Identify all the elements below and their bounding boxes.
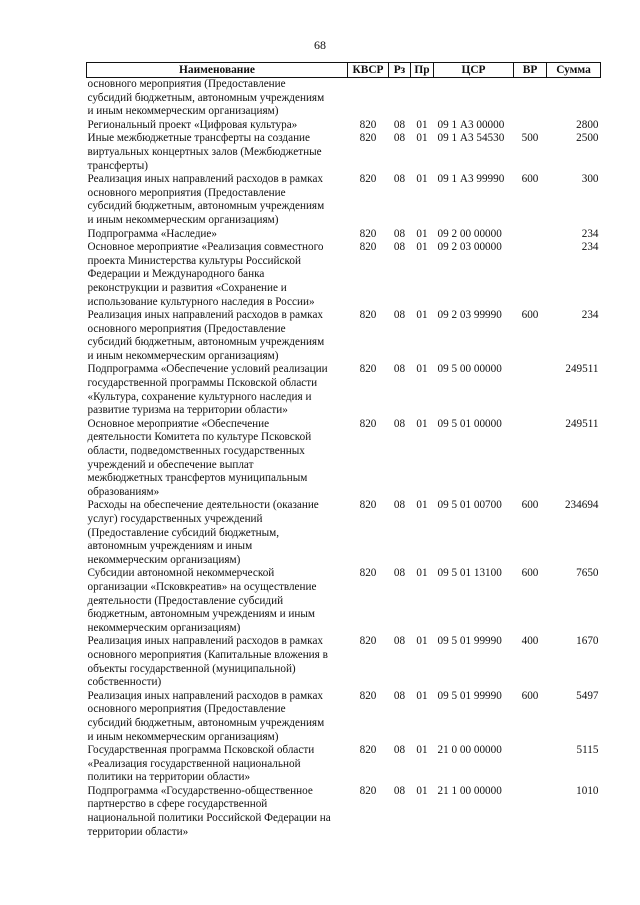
table-row bbox=[87, 132, 601, 173]
row-vr bbox=[514, 119, 547, 133]
row-pr: 01 bbox=[416, 417, 428, 430]
row-kvsr: 820 bbox=[359, 567, 377, 580]
row-name-line: государственной программы Псковской области bbox=[87, 377, 318, 390]
row-pr: 01 bbox=[416, 309, 428, 322]
row-kvsr: 820 bbox=[359, 173, 377, 186]
row-csr: 09 1 А3 99990 bbox=[437, 173, 505, 186]
table-row bbox=[87, 309, 601, 363]
row-kvsr: 820 bbox=[359, 118, 377, 131]
page-number: 68 bbox=[314, 38, 326, 52]
row-csr: 09 5 01 99990 bbox=[437, 635, 502, 648]
row-amount: 249511 bbox=[565, 363, 599, 376]
row-name bbox=[87, 132, 348, 173]
row-amount: 234 bbox=[581, 241, 599, 254]
table-row bbox=[87, 363, 601, 417]
row-rz: 08 bbox=[393, 567, 406, 580]
row-name bbox=[87, 119, 348, 133]
row-csr: 21 0 00 00000 bbox=[437, 744, 502, 757]
row-name bbox=[87, 309, 348, 363]
header-kvsr: КВСР bbox=[348, 63, 389, 78]
row-name bbox=[87, 78, 348, 119]
row-name-line: деятельности Комитета по культуре Псковской bbox=[87, 431, 312, 444]
row-csr: 09 2 03 00000 bbox=[437, 241, 502, 254]
row-name-line: (Предоставление субсидий бюджетным, bbox=[87, 526, 280, 539]
row-name-line: политики на территории области» bbox=[87, 771, 251, 784]
row-pr: 01 bbox=[416, 689, 428, 702]
row-csr: 09 5 00 00000 bbox=[437, 363, 502, 376]
row-vr bbox=[514, 228, 547, 242]
row-vr: 600 bbox=[521, 499, 539, 512]
table-row bbox=[87, 119, 601, 133]
row-kvsr: 820 bbox=[359, 499, 377, 512]
row-name bbox=[87, 228, 348, 242]
row-csr: 09 2 00 00000 bbox=[437, 227, 502, 240]
row-name-line: некоммерческим организациям) bbox=[87, 621, 241, 634]
row-vr: 500 bbox=[521, 132, 539, 145]
row-name-line: субсидий бюджетным, автономным учреждениям bbox=[87, 91, 325, 104]
row-name-line: Основное мероприятие «Реализация совместного bbox=[87, 241, 324, 254]
row-name-line: Расходы на обеспечение деятельности (оказание bbox=[87, 499, 319, 512]
header-amount: Сумма bbox=[547, 63, 601, 78]
row-name bbox=[87, 567, 348, 635]
row-amount: 234 bbox=[581, 309, 599, 322]
row-name-line: межбюджетных трансфертов муниципальным bbox=[87, 472, 308, 485]
row-name-line: территории области» bbox=[87, 825, 189, 838]
row-vr bbox=[514, 418, 547, 500]
row-csr: 09 5 01 00700 bbox=[437, 499, 502, 512]
row-name-line: бюджетным, автономным учреждениям и иным bbox=[87, 608, 315, 621]
row-vr bbox=[514, 785, 547, 839]
row-amount: 1010 bbox=[576, 784, 599, 797]
row-pr: 01 bbox=[416, 118, 428, 131]
row-pr: 01 bbox=[416, 567, 428, 580]
row-name bbox=[87, 785, 348, 839]
row-name-line: образованиям» bbox=[87, 485, 160, 498]
row-name-line: деятельности (Предоставление субсидий bbox=[87, 594, 284, 607]
row-csr: 09 5 01 99990 bbox=[437, 689, 502, 702]
row-name-line: развитие туризма на территории области» bbox=[87, 404, 288, 417]
row-csr: 09 5 01 00000 bbox=[437, 417, 502, 430]
row-name bbox=[87, 363, 348, 417]
row-name-line: Субсидии автономной некоммерческой bbox=[87, 567, 275, 580]
row-rz: 08 bbox=[393, 784, 406, 797]
row-name-line: «Культура, сохранение культурного наследия и bbox=[87, 390, 312, 403]
row-rz: 08 bbox=[393, 744, 406, 757]
row-name-line: организации «Псковкреатив» на осуществление bbox=[87, 580, 317, 593]
row-name bbox=[87, 418, 348, 500]
row-csr: 21 1 00 00000 bbox=[437, 784, 502, 797]
row-pr: 01 bbox=[416, 499, 428, 512]
row-name-line: объекты государственной (муниципальной) bbox=[87, 662, 296, 675]
row-rz: 08 bbox=[393, 241, 406, 254]
row-name-line: реконструкции и развития «Сохранение и bbox=[87, 281, 287, 294]
header-vr: ВР bbox=[514, 63, 547, 78]
row-rz: 08 bbox=[393, 499, 406, 512]
row-rz: 08 bbox=[393, 309, 406, 322]
row-name bbox=[87, 690, 348, 744]
row-name-line: основного мероприятия (Предоставление bbox=[87, 78, 286, 90]
row-kvsr: 820 bbox=[359, 744, 377, 757]
row-name-line: Реализация иных направлений расходов в рамках bbox=[87, 173, 324, 186]
row-vr bbox=[514, 363, 547, 417]
row-csr: 09 1 А3 00000 bbox=[437, 118, 505, 131]
row-vr bbox=[514, 78, 547, 119]
row-name-line: субсидий бюджетным, автономным учреждениям bbox=[87, 200, 325, 213]
row-name bbox=[87, 499, 348, 567]
table-row bbox=[87, 690, 601, 744]
row-kvsr: 820 bbox=[359, 635, 377, 648]
row-amount: 2800 bbox=[576, 118, 599, 131]
row-name-line: собственности) bbox=[87, 676, 162, 689]
row-rz: 08 bbox=[393, 417, 406, 430]
row-name-line: субсидий бюджетным, автономным учреждениям bbox=[87, 336, 325, 349]
row-vr: 600 bbox=[521, 309, 539, 322]
row-kvsr: 820 bbox=[359, 227, 377, 240]
row-amount bbox=[547, 78, 601, 119]
header-pr: Пр bbox=[411, 63, 434, 78]
header-csr: ЦСР bbox=[434, 63, 514, 78]
row-name-line: и иным некоммерческим организациям) bbox=[87, 213, 279, 226]
row-vr: 600 bbox=[521, 173, 539, 186]
budget-table bbox=[86, 62, 601, 839]
row-name-line: и иным некоммерческим организациям) bbox=[87, 349, 279, 362]
row-name-line: услуг) государственных учреждений bbox=[87, 513, 263, 525]
row-csr bbox=[434, 78, 514, 119]
row-vr bbox=[514, 744, 547, 785]
row-pr bbox=[411, 78, 434, 119]
row-pr: 01 bbox=[416, 363, 428, 376]
row-name-line: автономным учреждениям и иным bbox=[87, 540, 253, 553]
row-amount: 300 bbox=[581, 173, 599, 186]
row-name-line: Федерации и Международного банка bbox=[87, 268, 265, 281]
table-row bbox=[87, 635, 601, 689]
row-kvsr bbox=[348, 78, 389, 119]
row-kvsr: 820 bbox=[359, 132, 377, 145]
row-name-line: виртуальных концертных залов (Межбюджетные bbox=[87, 145, 322, 158]
table-row bbox=[87, 785, 601, 839]
table-row bbox=[87, 241, 601, 309]
row-amount: 234694 bbox=[564, 499, 599, 512]
row-name-line: области, подведомственных государственных bbox=[87, 445, 305, 458]
row-vr: 400 bbox=[521, 635, 539, 648]
row-vr bbox=[514, 241, 547, 309]
row-csr: 09 1 А3 54530 bbox=[437, 132, 505, 145]
row-name-line: «Реализация государственной национальной bbox=[87, 757, 301, 770]
row-rz: 08 bbox=[393, 227, 406, 240]
table-row bbox=[87, 567, 601, 635]
table-row bbox=[87, 173, 601, 227]
row-amount: 249511 bbox=[565, 417, 599, 430]
table-header-row bbox=[87, 63, 601, 78]
row-kvsr: 820 bbox=[359, 784, 377, 797]
row-amount: 5497 bbox=[576, 689, 599, 702]
row-pr: 01 bbox=[416, 173, 428, 186]
row-kvsr: 820 bbox=[359, 417, 377, 430]
row-pr: 01 bbox=[416, 227, 428, 240]
row-pr: 01 bbox=[416, 784, 428, 797]
row-kvsr: 820 bbox=[359, 363, 377, 376]
row-name-line: проекта Министерства культуры Российской bbox=[87, 254, 301, 267]
row-name-line: основного мероприятия (Предоставление bbox=[87, 703, 286, 716]
row-name-line: Реализация иных направлений расходов в рамках bbox=[87, 689, 324, 702]
row-rz bbox=[389, 78, 411, 119]
row-amount: 2500 bbox=[576, 132, 599, 145]
row-name bbox=[87, 241, 348, 309]
row-pr: 01 bbox=[416, 635, 428, 648]
row-name-line: национальной политики Российской Федерации на bbox=[87, 812, 331, 825]
row-name-line: партнерство в сфере государственной bbox=[87, 798, 268, 811]
row-rz: 08 bbox=[393, 363, 406, 376]
row-rz: 08 bbox=[393, 118, 406, 131]
row-name-line: Реализация иных направлений расходов в рамках bbox=[87, 635, 324, 648]
row-name bbox=[87, 635, 348, 689]
row-csr: 09 5 01 13100 bbox=[437, 567, 502, 580]
row-name bbox=[87, 173, 348, 227]
row-pr: 01 bbox=[416, 132, 428, 145]
row-rz: 08 bbox=[393, 635, 406, 648]
row-name-line: Государственная программа Псковской области bbox=[87, 744, 315, 757]
row-name-line: субсидий бюджетным, автономным учреждениям bbox=[87, 716, 325, 729]
table-row bbox=[87, 744, 601, 785]
row-name-line: Основное мероприятие «Обеспечение bbox=[87, 417, 270, 430]
row-name-line: некоммерческим организациям) bbox=[87, 553, 241, 566]
row-name-line: использование культурного наследия в России» bbox=[87, 295, 315, 308]
row-name-line: Подпрограмма «Государственно-общественное bbox=[87, 784, 313, 797]
row-amount: 7650 bbox=[576, 567, 599, 580]
row-rz: 08 bbox=[393, 173, 406, 186]
row-kvsr: 820 bbox=[359, 689, 377, 702]
row-rz: 08 bbox=[393, 132, 406, 145]
table-row bbox=[87, 228, 601, 242]
row-name-line: основного мероприятия (Предоставление bbox=[87, 186, 286, 199]
row-vr: 600 bbox=[521, 567, 539, 580]
table-row bbox=[87, 418, 601, 500]
row-name-line: и иным некоммерческим организациям) bbox=[87, 730, 279, 743]
header-name: Наименование bbox=[87, 63, 348, 78]
row-amount: 1670 bbox=[576, 635, 599, 648]
row-name-line: Региональный проект «Цифровая культура» bbox=[87, 118, 298, 131]
row-pr: 01 bbox=[416, 744, 428, 757]
row-name-line: основного мероприятия (Предоставление bbox=[87, 322, 286, 335]
row-csr: 09 2 03 99990 bbox=[437, 309, 502, 322]
row-name-line: Подпрограмма «Обеспечение условий реализации bbox=[87, 363, 328, 376]
row-name-line: Подпрограмма «Наследие» bbox=[87, 227, 217, 240]
row-name-line: трансферты) bbox=[87, 159, 148, 172]
table-row bbox=[87, 499, 601, 567]
row-name-line: Реализация иных направлений расходов в рамках bbox=[87, 309, 324, 322]
header-rz: Рз bbox=[389, 63, 411, 78]
table-row bbox=[87, 78, 601, 119]
row-name-line: Иные межбюджетные трансферты на создание bbox=[87, 132, 311, 145]
row-kvsr: 820 bbox=[359, 241, 377, 254]
row-kvsr: 820 bbox=[359, 309, 377, 322]
row-pr: 01 bbox=[416, 241, 428, 254]
row-amount: 234 bbox=[581, 227, 599, 240]
table-body bbox=[87, 78, 601, 840]
row-rz: 08 bbox=[393, 689, 406, 702]
row-amount: 5115 bbox=[576, 744, 599, 757]
row-name-line: основного мероприятия (Капитальные вложения в bbox=[87, 648, 328, 661]
row-vr: 600 bbox=[521, 689, 539, 702]
row-name-line: учреждений и обеспечение выплат bbox=[87, 458, 254, 471]
row-name bbox=[87, 744, 348, 785]
row-name-line: и иным некоммерческим организациям) bbox=[87, 105, 279, 118]
